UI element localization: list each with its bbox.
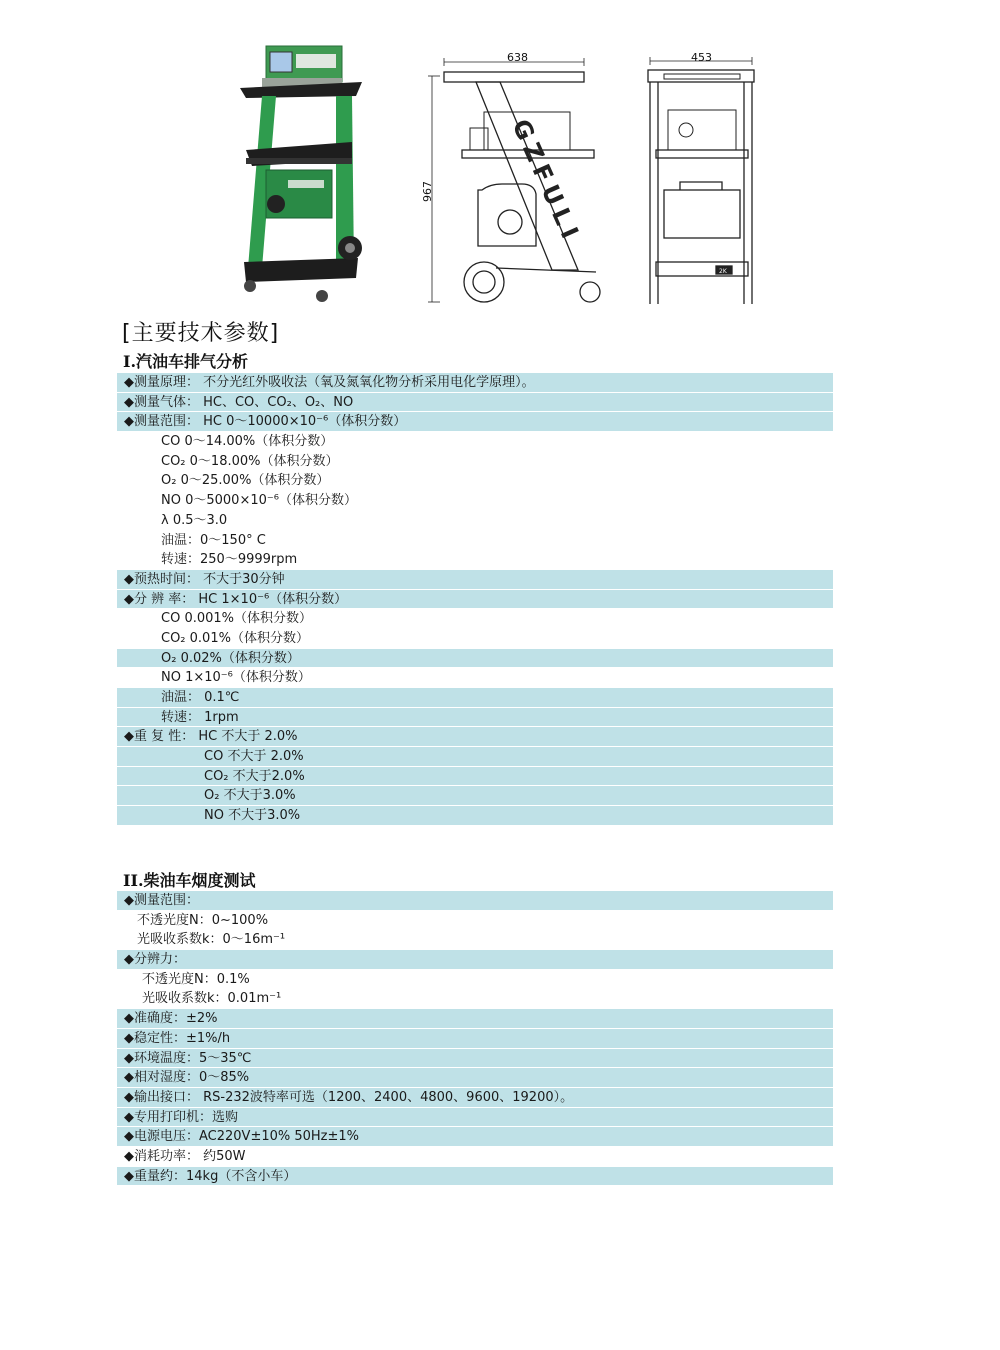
spec-row-text: ◆相对湿度：0～85% — [124, 1070, 250, 1086]
spec-row-text: O₂ 不大于3.0% — [204, 788, 296, 804]
section-title-gasoline: I.汽油车排气分析 — [123, 352, 249, 371]
front-dimension-drawing — [428, 58, 600, 302]
spec-row — [117, 767, 833, 787]
spec-row — [117, 1147, 833, 1167]
front-width-label: 638 — [507, 51, 528, 64]
spec-row — [117, 649, 833, 669]
gzfuli-logo-text — [507, 115, 587, 248]
spec-row-text: 光吸收系数k：0～16m⁻¹ — [137, 932, 286, 948]
spec-row — [117, 531, 833, 551]
spec-row-text: CO₂ 0.01%（体积分数） — [161, 630, 309, 646]
gasoline-spec-table — [117, 373, 833, 826]
spec-row — [117, 550, 833, 570]
spec-row-text: λ 0.5～3.0 — [161, 512, 228, 528]
spec-row-text: ◆电源电压：AC220V±10% 50Hz±1% — [124, 1129, 360, 1145]
spec-row-text: CO 0～14.00%（体积分数） — [161, 434, 334, 450]
spec-row-text: ◆测量范围： HC 0～10000×10⁻⁶（体积分数） — [124, 414, 407, 430]
spec-row-text: ◆分辨力： — [124, 952, 186, 968]
spec-row — [117, 727, 833, 747]
main-heading: [主要技术参数] — [122, 321, 280, 346]
spec-row — [117, 1167, 833, 1187]
spec-row-text: CO 不大于 2.0% — [204, 749, 304, 765]
spec-row-text: ◆专用打印机：选购 — [124, 1109, 238, 1125]
spec-row — [117, 491, 833, 511]
spec-row-text: 光吸收系数k：0.01m⁻¹ — [142, 991, 282, 1007]
spec-row — [117, 570, 833, 590]
spec-row-text: CO₂ 0～18.00%（体积分数） — [161, 453, 339, 469]
spec-row — [117, 432, 833, 452]
spec-row — [117, 1068, 833, 1088]
height-label: 967 — [421, 181, 434, 202]
spec-row — [117, 786, 833, 806]
spec-row-text: ◆测量气体： HC、CO、CO₂、O₂、NO — [124, 394, 354, 410]
spec-row-text: ◆重量约：14kg（不含小车） — [124, 1168, 297, 1184]
spec-row — [117, 373, 833, 393]
spec-row-text: 不透光度N：0.1% — [142, 971, 250, 987]
spec-row — [117, 609, 833, 629]
spec-row — [117, 708, 833, 728]
spec-row-text: CO 0.001%（体积分数） — [161, 611, 313, 627]
spec-row — [117, 989, 833, 1009]
spec-row-text: 转速： 1rpm — [161, 709, 239, 725]
spec-row-text: NO 不大于3.0% — [204, 808, 301, 824]
spec-row-text: NO 1×10⁻⁶（体积分数） — [161, 670, 311, 686]
spec-row-text: CO₂ 不大于2.0% — [204, 768, 305, 784]
spec-row — [117, 950, 833, 970]
spec-row-text: 不透光度N：0~100% — [137, 912, 269, 928]
spec-row — [117, 629, 833, 649]
spec-row — [117, 393, 833, 413]
spec-row-text: ◆环境温度：5～35℃ — [124, 1050, 252, 1066]
spec-row-text: O₂ 0～25.00%（体积分数） — [161, 473, 330, 489]
spec-row-text: 油温：0～150° C — [161, 532, 266, 548]
spec-row-text: ◆稳定性：±1%/h — [124, 1030, 231, 1046]
spec-row-text: ◆预热时间： 不大于30分钟 — [124, 571, 285, 587]
side-dimension-drawing — [648, 57, 754, 304]
spec-row — [117, 1009, 833, 1029]
spec-row-text: ◆准确度：±2% — [124, 1011, 218, 1027]
spec-row — [117, 668, 833, 688]
spec-row-text: 转速：250～9999rpm — [161, 552, 298, 568]
spec-row — [117, 452, 833, 472]
spec-row — [117, 511, 833, 531]
spec-row — [117, 590, 833, 610]
spec-row — [117, 930, 833, 950]
gzfuli-logo: GZFULI — [506, 115, 587, 249]
spec-row — [117, 1029, 833, 1049]
spec-row — [117, 911, 833, 931]
spec-row-text: ◆消耗功率： 约50W — [124, 1148, 246, 1164]
product-figures — [0, 0, 1000, 315]
spec-row-text: O₂ 0.02%（体积分数） — [161, 650, 300, 666]
spec-row — [117, 412, 833, 432]
spec-row — [117, 747, 833, 767]
side-width-label: 453 — [691, 51, 712, 64]
box-tag: 2K — [719, 268, 727, 275]
spec-row — [117, 471, 833, 491]
spec-row — [117, 1127, 833, 1147]
spec-row-text: NO 0～5000×10⁻⁶（体积分数） — [161, 493, 357, 509]
diesel-spec-table — [117, 891, 833, 1186]
product-photo — [240, 46, 362, 302]
spec-row — [117, 688, 833, 708]
spec-row-text: ◆分 辨 率： HC 1×10⁻⁶（体积分数） — [124, 591, 348, 607]
spec-row — [117, 1049, 833, 1069]
spec-row-text: ◆输出接口： RS-232波特率可选（1200、2400、4800、9600、19200）。 — [124, 1089, 574, 1105]
spec-row-text: ◆重 复 性： HC 不大于 2.0% — [124, 729, 298, 745]
spec-row-text: ◆测量范围： — [124, 893, 199, 908]
spec-row-text: 油温： 0.1℃ — [161, 690, 240, 705]
section-title-diesel: II.柴油车烟度测试 — [123, 871, 256, 890]
spec-row — [117, 1108, 833, 1128]
spec-row — [117, 891, 833, 911]
spec-row — [117, 806, 833, 826]
spec-row — [117, 970, 833, 990]
spec-row — [117, 1088, 833, 1108]
spec-row-text: ◆测量原理： 不分光红外吸收法（氧及氮氧化物分析采用电化学原理）。 — [124, 375, 535, 390]
